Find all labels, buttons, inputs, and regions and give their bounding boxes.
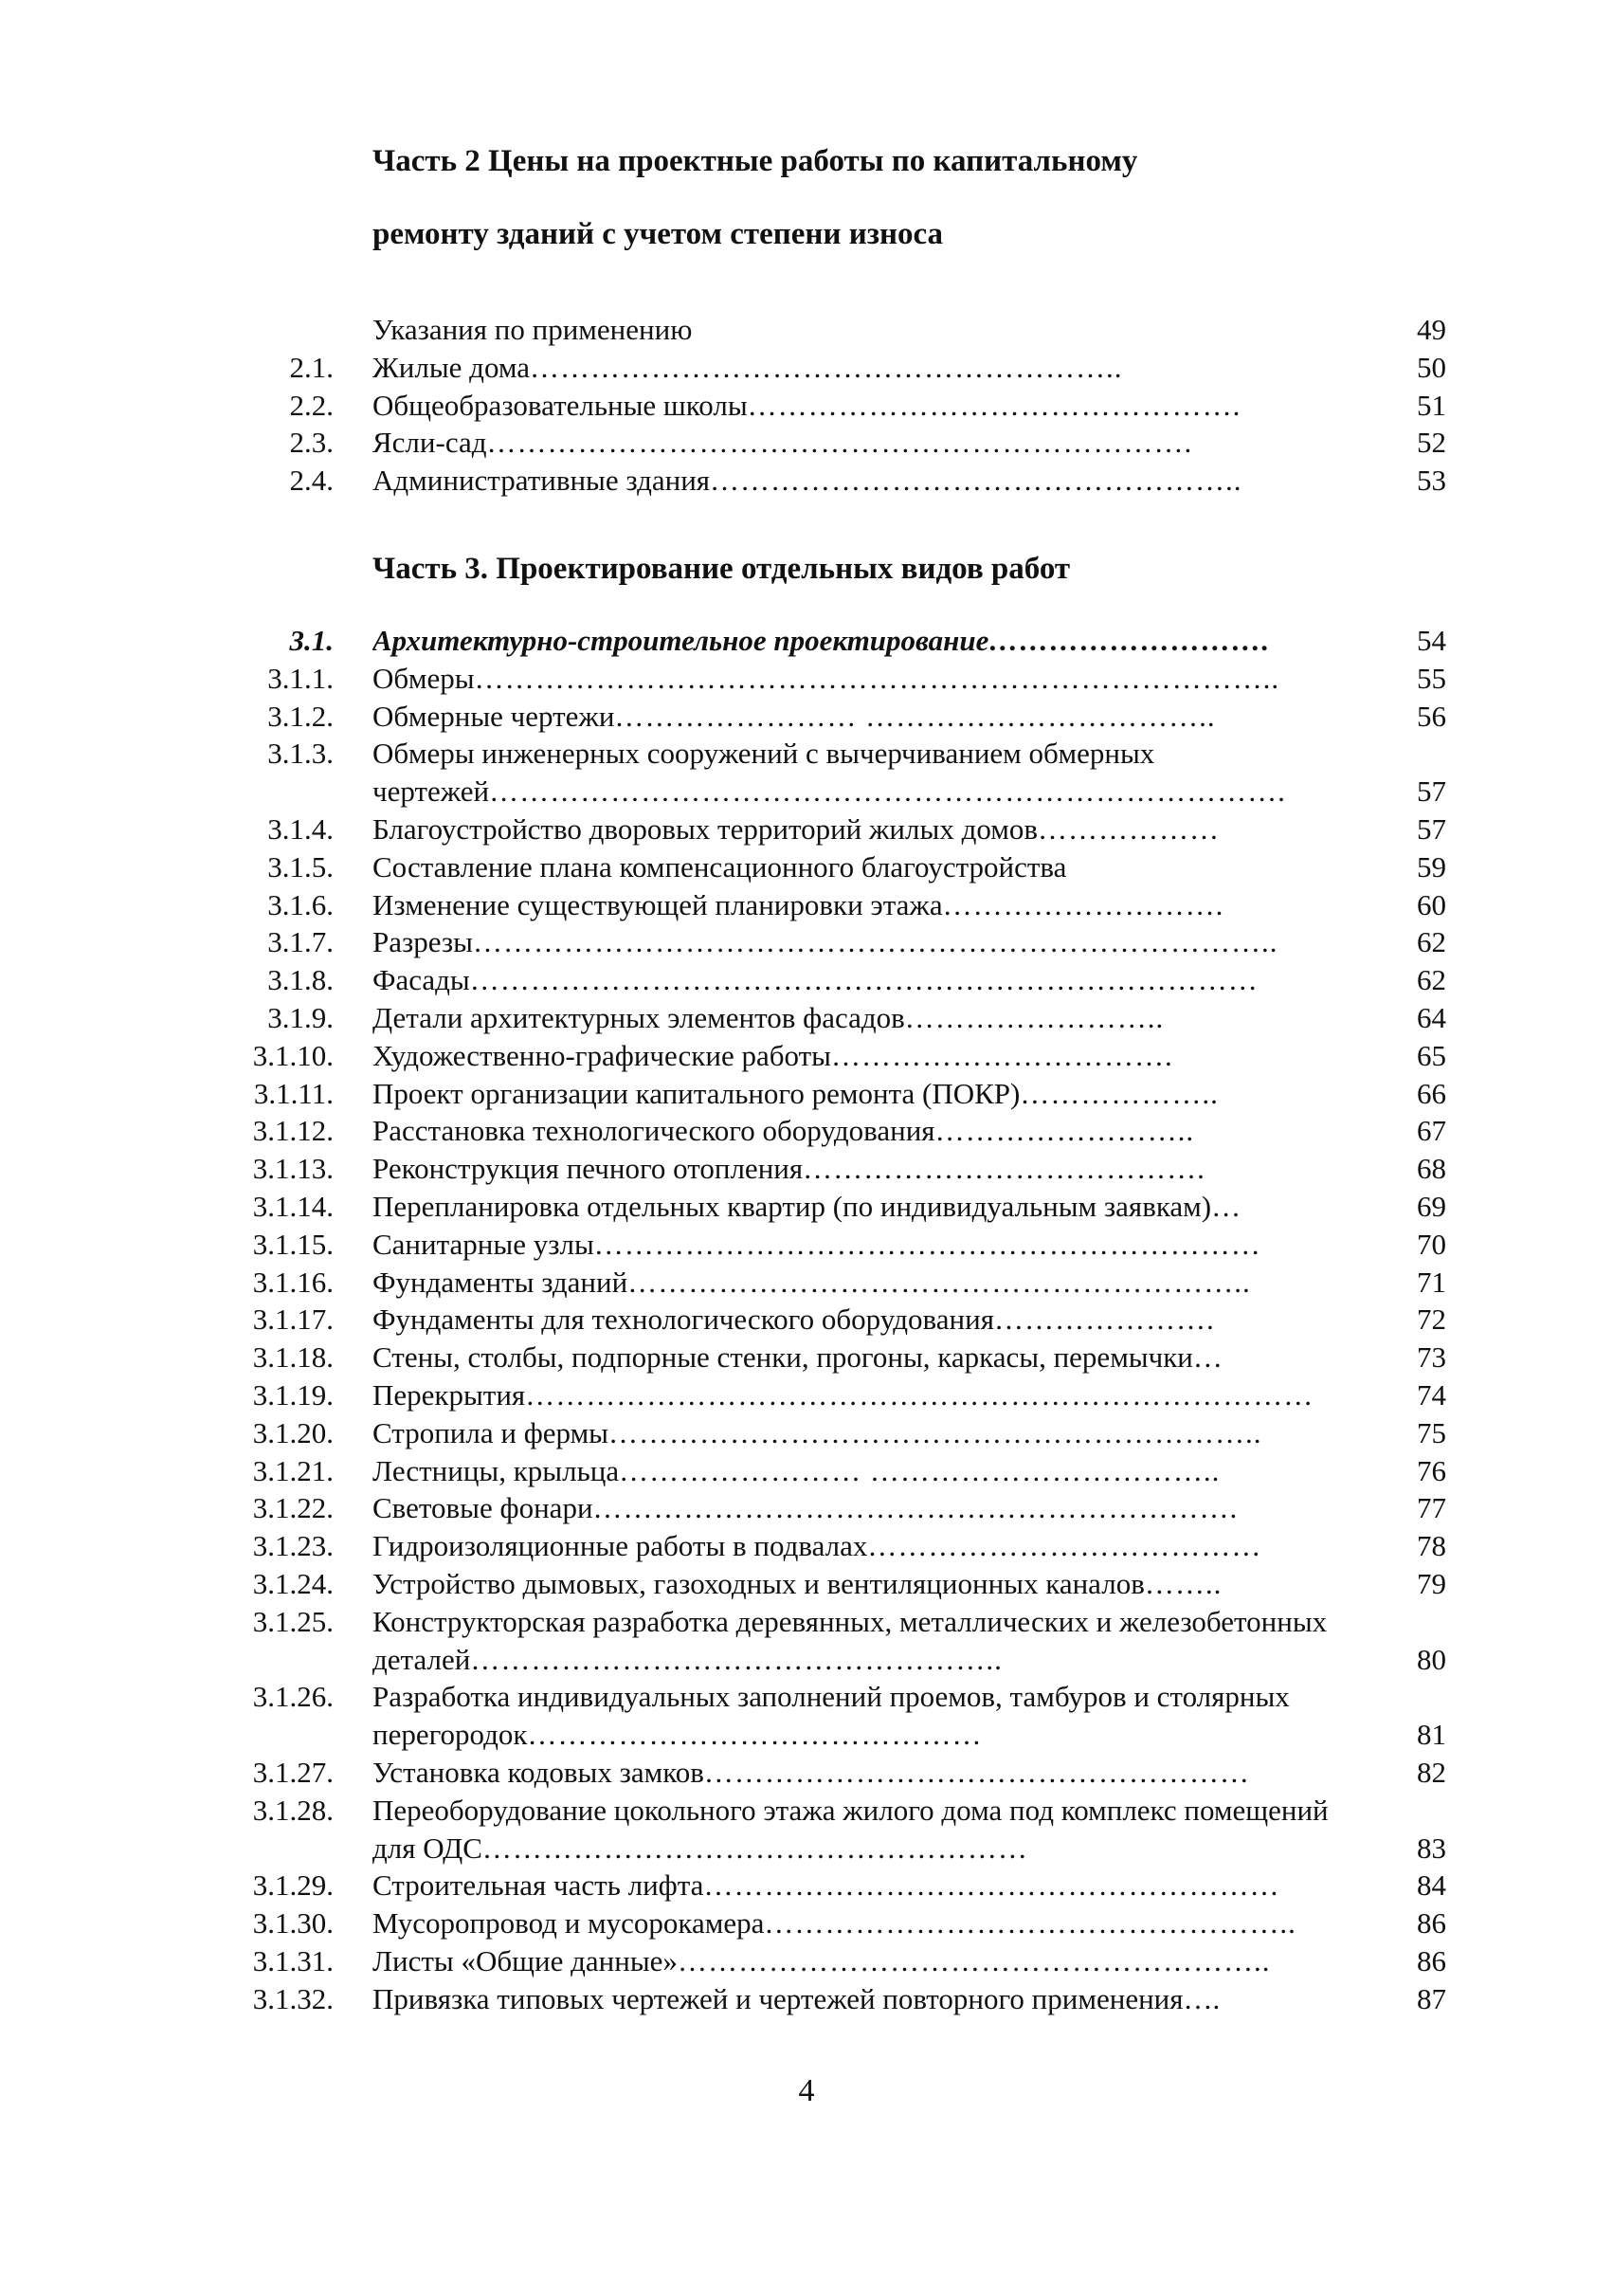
toc-entry-leader: …………………………………………….. bbox=[710, 464, 1242, 498]
toc-entry-title: Изменение существующей планировки этажа bbox=[372, 887, 943, 921]
toc-entry bbox=[0, 1037, 1613, 1075]
toc-entry-title: Стропила и фермы bbox=[372, 1415, 609, 1449]
toc-entry-leader: …………………….. bbox=[934, 1114, 1195, 1148]
toc-entry-number: 2.4. bbox=[289, 464, 334, 498]
toc-entry bbox=[0, 660, 1613, 698]
toc-entry-number: 3.1.1. bbox=[267, 661, 334, 695]
toc-entry-title: Обмеры bbox=[372, 661, 475, 695]
toc-entry-title: Административные здания bbox=[372, 464, 711, 498]
toc-entry-leader: ……………………………………………… bbox=[481, 1831, 1028, 1865]
toc-entry-title: Фундаменты для технологического оборудования bbox=[372, 1303, 994, 1337]
toc-entry-leader: …………………………………………………………………….. bbox=[472, 925, 1278, 959]
toc-entry-leader: …………………… …………………………….. bbox=[614, 699, 1216, 733]
toc-entry-title-block bbox=[372, 1226, 1334, 1264]
toc-entry bbox=[0, 1489, 1613, 1527]
toc-entry-title-block bbox=[372, 1754, 1334, 1792]
toc-entry bbox=[0, 1678, 1613, 1754]
toc-entry bbox=[0, 1226, 1613, 1264]
toc-entry-title: Разрезы bbox=[372, 925, 473, 959]
toc-entry-leader: ………………………………………………………… bbox=[593, 1227, 1261, 1261]
toc-entry-title: Листы «Общие данные» bbox=[372, 1943, 678, 1977]
toc-entry-page: 71 bbox=[1417, 1265, 1446, 1299]
toc-entry-page: 72 bbox=[1417, 1303, 1446, 1337]
toc-entry-title-block bbox=[372, 1792, 1334, 1868]
toc-entry-title: Реконструкция печного отопления bbox=[372, 1152, 804, 1186]
toc-entry-page: 59 bbox=[1417, 849, 1446, 884]
toc-entry-title-block bbox=[372, 1037, 1334, 1075]
toc-entry-title-block bbox=[372, 999, 1334, 1037]
toc-entry-title-block bbox=[372, 1565, 1334, 1603]
toc-entry-page: 83 bbox=[1417, 1831, 1446, 1865]
toc-entry-title: Перекрытия bbox=[372, 1377, 526, 1412]
toc-entry-number: 3.1.13. bbox=[252, 1152, 334, 1186]
toc-entry-page: 86 bbox=[1417, 1943, 1446, 1977]
toc-entry-number: 3.1.24. bbox=[252, 1566, 334, 1600]
toc-entry bbox=[0, 735, 1613, 811]
toc-entry bbox=[0, 1452, 1613, 1490]
toc-entry-title: Жилые дома bbox=[372, 350, 531, 384]
toc-entry-title-block bbox=[372, 660, 1334, 698]
toc-entry bbox=[0, 1264, 1613, 1302]
toc-entry-number: 3.1.11. bbox=[253, 1076, 334, 1110]
toc-entry-number: 3.1.26. bbox=[252, 1680, 334, 1714]
toc-entry bbox=[0, 1754, 1613, 1792]
toc-entry-number: 3.1.2. bbox=[267, 699, 334, 733]
toc-entry bbox=[0, 1376, 1613, 1414]
toc-entry-leader: …………………………………………………………………… bbox=[525, 1377, 1314, 1412]
toc-entry-title-block bbox=[372, 1112, 1334, 1150]
toc-entry-number: 3.1.29. bbox=[252, 1868, 334, 1903]
toc-entry-page: 64 bbox=[1417, 1000, 1446, 1034]
toc-entry-number: 3.1.25. bbox=[252, 1604, 334, 1638]
toc-entry-number: 3.1.27. bbox=[252, 1755, 334, 1789]
toc-entry-title-block bbox=[372, 811, 1334, 848]
toc-entry-title: Мусоропровод и мусорокамера bbox=[372, 1906, 765, 1941]
toc-entry bbox=[0, 462, 1613, 500]
toc-entry-page: 76 bbox=[1417, 1453, 1446, 1487]
toc-entry-title-block bbox=[372, 1414, 1334, 1452]
toc-entry-title: Разработка индивидуальных заполнений проемов, тамбуров и столярных перегородок bbox=[372, 1680, 1290, 1752]
toc-entry-number: 3.1.22. bbox=[252, 1491, 334, 1525]
toc-entry-title: Гидроизоляционные работы в подвалах bbox=[372, 1529, 868, 1563]
toc-entry-page: 62 bbox=[1417, 963, 1446, 997]
toc-entry-number: 3.1.5. bbox=[267, 849, 334, 884]
toc-entry bbox=[0, 311, 1613, 349]
toc-entry-page: 84 bbox=[1417, 1868, 1446, 1903]
toc-entry-page: 86 bbox=[1417, 1906, 1446, 1941]
toc-entry bbox=[0, 848, 1613, 886]
toc-entry-number: 3.1.20. bbox=[252, 1415, 334, 1449]
toc-entry-leader: ……………………………………………………………………. bbox=[489, 774, 1286, 809]
toc-entry-page: 52 bbox=[1417, 426, 1446, 460]
toc-entry bbox=[0, 1565, 1613, 1603]
toc-entry-page: 60 bbox=[1417, 887, 1446, 921]
toc-entry-page: 73 bbox=[1417, 1340, 1446, 1375]
toc-entry-title: Конструкторская разработка деревянных, металлических и железобетонных деталей bbox=[372, 1604, 1328, 1676]
toc-entry bbox=[0, 387, 1613, 425]
toc-entry-title-block bbox=[372, 1942, 1334, 1980]
toc-entry-number: 3.1.28. bbox=[252, 1793, 334, 1827]
toc-entry-leader: ………………………………… bbox=[867, 1529, 1262, 1563]
toc-entry bbox=[0, 1150, 1613, 1188]
toc-entry-page: 49 bbox=[1417, 313, 1446, 346]
toc-entry-page: 75 bbox=[1417, 1415, 1446, 1449]
toc-entry-leader: ……………………………. bbox=[830, 1038, 1173, 1072]
toc-entry-title: Указания по применению bbox=[372, 313, 693, 346]
toc-entry-title: Стены, столбы, подпорные стенки, прогоны, каркасы, перемычки… bbox=[372, 1340, 1223, 1375]
toc-entry-leader: ………………………………………………… bbox=[703, 1868, 1280, 1903]
toc-entry-page: 74 bbox=[1417, 1377, 1446, 1412]
toc-entry-title: Санитарные узлы bbox=[372, 1227, 594, 1261]
toc-entry-leader: ……………………………………… bbox=[527, 1718, 983, 1752]
toc-entry bbox=[0, 698, 1613, 736]
toc-entry-title: Перепланировка отдельных квартир (по индивидуальным заявкам)… bbox=[372, 1189, 1241, 1223]
toc-entry-title: Художественно-графические работы bbox=[372, 1038, 831, 1072]
toc-entry-title-block bbox=[372, 1075, 1334, 1113]
toc-entry-number: 3.1.4. bbox=[267, 811, 334, 846]
toc-entry-title-block bbox=[372, 1150, 1334, 1188]
toc-entry bbox=[0, 811, 1613, 848]
toc-entry bbox=[0, 1904, 1613, 1942]
toc-entry-page: 79 bbox=[1417, 1566, 1446, 1600]
toc-entry-number: 3.1.18. bbox=[252, 1340, 334, 1375]
toc-entry-title: Ясли-сад bbox=[372, 426, 487, 460]
toc-entry-leader: ………………………………………………….. bbox=[677, 1943, 1271, 1977]
toc-entry-title-block bbox=[372, 387, 1334, 425]
toc-entry-leader: ………………………. bbox=[988, 624, 1271, 657]
toc-entry-page: 70 bbox=[1417, 1227, 1446, 1261]
toc-entry-page: 80 bbox=[1417, 1642, 1446, 1676]
toc-entry bbox=[0, 1980, 1613, 2018]
toc-entry-number: 3.1.16. bbox=[252, 1265, 334, 1299]
toc-entry-title: Составление плана компенсационного благоустройства bbox=[372, 849, 1067, 884]
toc-entry-number: 3.1.23. bbox=[252, 1529, 334, 1563]
toc-entry-leader: ………………………………………………….. bbox=[530, 350, 1123, 384]
part3-toc bbox=[0, 622, 1613, 2017]
toc-entry bbox=[0, 1339, 1613, 1376]
toc-entry-leader: …………………. bbox=[993, 1303, 1215, 1337]
toc-entry-number: 3.1.9. bbox=[267, 1000, 334, 1034]
toc-entry bbox=[0, 1301, 1613, 1339]
toc-entry-title-block bbox=[372, 1264, 1334, 1302]
toc-entry-page: 50 bbox=[1417, 350, 1446, 384]
toc-entry-number: 2.2. bbox=[289, 388, 334, 422]
toc-entry bbox=[0, 961, 1613, 999]
toc-entry-title-block bbox=[372, 735, 1334, 811]
toc-entry-title-block bbox=[372, 886, 1334, 924]
toc-entry-page: 62 bbox=[1417, 925, 1446, 959]
toc-entry bbox=[0, 999, 1613, 1037]
toc-entry-title-block bbox=[372, 1301, 1334, 1339]
toc-entry-page: 65 bbox=[1417, 1038, 1446, 1072]
part2-heading-line2: ремонту зданий с учетом степени износа bbox=[372, 217, 944, 251]
toc-entry-title-block bbox=[372, 1980, 1334, 2018]
toc-entry-page: 82 bbox=[1417, 1755, 1446, 1789]
toc-entry-title: Благоустройство дворовых территорий жилых домов bbox=[372, 811, 1039, 846]
toc-entry-title-block bbox=[372, 1904, 1334, 1942]
toc-entry bbox=[0, 1603, 1613, 1679]
toc-entry-title-block bbox=[372, 622, 1334, 660]
part2-heading-line1: Часть 2 Цены на проектные работы по капитальному bbox=[372, 144, 1138, 178]
toc-entry bbox=[0, 1414, 1613, 1452]
toc-entry-number: 3.1.19. bbox=[252, 1377, 334, 1412]
toc-entry-title: Переоборудование цокольного этажа жилого дома под комплекс помещений для ОДС bbox=[372, 1793, 1329, 1865]
toc-entry-page: 55 bbox=[1417, 661, 1446, 695]
toc-entry-leader: …………………….. bbox=[904, 1000, 1165, 1034]
toc-entry bbox=[0, 1792, 1613, 1868]
toc-entry-number: 3.1.21. bbox=[252, 1453, 334, 1487]
toc-entry-title: Лестницы, крыльца bbox=[372, 1453, 620, 1487]
toc-entry bbox=[0, 1942, 1613, 1980]
toc-entry-title: Расстановка технологического оборудования bbox=[372, 1114, 935, 1148]
toc-entry-title-block bbox=[372, 698, 1334, 736]
toc-entry-leader: …….. bbox=[1144, 1566, 1223, 1600]
toc-entry-title-block bbox=[372, 424, 1334, 462]
toc-entry-title-block bbox=[372, 1867, 1334, 1904]
toc-entry-title-block bbox=[372, 1678, 1334, 1754]
toc-entry-title-block bbox=[372, 1527, 1334, 1565]
toc-entry-leader: ……………… bbox=[1038, 811, 1221, 846]
toc-entry-leader: …………………………………………………………………….. bbox=[474, 661, 1280, 695]
toc-entry-title: Фасады bbox=[372, 963, 470, 997]
toc-entry-title: Архитектурно-строительное проектирование bbox=[372, 624, 989, 657]
toc-entry-title-block bbox=[372, 923, 1334, 961]
toc-entry-number: 3.1.12. bbox=[252, 1114, 334, 1148]
toc-entry-title-block bbox=[372, 462, 1334, 500]
toc-entry-number: 3.1.17. bbox=[252, 1303, 334, 1337]
toc-entry-leader: …………………………………………….. bbox=[764, 1906, 1296, 1941]
toc-entry-page: 53 bbox=[1417, 464, 1446, 498]
toc-entry-page: 54 bbox=[1417, 624, 1446, 657]
toc-entry-title-block bbox=[372, 848, 1334, 886]
toc-entry-title-block bbox=[372, 1339, 1334, 1376]
toc-entry-leader: ……………….. bbox=[1020, 1076, 1219, 1110]
toc-entry-number: 2.1. bbox=[289, 350, 334, 384]
toc-entry-title: Привязка типовых чертежей и чертежей повторного применения…. bbox=[372, 1981, 1221, 2015]
toc-entry-page: 77 bbox=[1417, 1491, 1446, 1525]
toc-entry-page: 51 bbox=[1417, 388, 1446, 422]
toc-entry-number: 2.3. bbox=[289, 426, 334, 460]
toc-entry-title: Обмерные чертежи bbox=[372, 699, 615, 733]
toc-entry-title-block bbox=[372, 311, 1334, 349]
part3-heading: Часть 3. Проектирование отдельных видов работ bbox=[372, 552, 1071, 586]
toc-entry-title-block bbox=[372, 349, 1334, 387]
toc-entry-number: 3.1.10. bbox=[252, 1038, 334, 1072]
toc-entry-leader: …………………………………. bbox=[803, 1152, 1205, 1186]
part2-toc bbox=[0, 311, 1613, 500]
toc-entry-title: Общеобразовательные школы bbox=[372, 388, 748, 422]
toc-entry-leader: ……………………………………………………….. bbox=[608, 1415, 1262, 1449]
toc-entry-page: 57 bbox=[1417, 811, 1446, 846]
toc-entry-page: 78 bbox=[1417, 1529, 1446, 1563]
toc-entry bbox=[0, 1867, 1613, 1904]
toc-entry-leader: …………………………………………………………………… bbox=[469, 963, 1259, 997]
toc-entry-page: 57 bbox=[1417, 774, 1446, 809]
toc-entry-page: 69 bbox=[1417, 1189, 1446, 1223]
toc-entry-title-block bbox=[372, 1489, 1334, 1527]
toc-entry bbox=[0, 886, 1613, 924]
toc-entry-number: 3.1.8. bbox=[267, 963, 334, 997]
toc-entry-number: 3.1.31. bbox=[252, 1943, 334, 1977]
toc-entry-leader: ……………………………………………………………. bbox=[486, 426, 1193, 460]
toc-entry-number: 3.1.14. bbox=[252, 1189, 334, 1223]
toc-entry bbox=[0, 1112, 1613, 1150]
toc-entry-title: Фундаменты зданий bbox=[372, 1265, 628, 1299]
toc-entry-page: 66 bbox=[1417, 1076, 1446, 1110]
toc-entry-title: Устройство дымовых, газоходных и вентиляционных каналов bbox=[372, 1566, 1145, 1600]
toc-entry-number: 3.1.7. bbox=[267, 925, 334, 959]
toc-entry-leader: …………………………………………. bbox=[747, 388, 1241, 422]
toc-entry bbox=[0, 424, 1613, 462]
toc-entry-title: Световые фонари bbox=[372, 1491, 593, 1525]
toc-entry-leader: ………………………. bbox=[942, 887, 1224, 921]
toc-entry-title-block bbox=[372, 1603, 1334, 1679]
toc-entry-page: 67 bbox=[1417, 1114, 1446, 1148]
toc-entry-title-block bbox=[372, 1452, 1334, 1490]
toc-entry-title-block bbox=[372, 1376, 1334, 1414]
toc-entry-number: 3.1.15. bbox=[252, 1227, 334, 1261]
toc-entry bbox=[0, 923, 1613, 961]
toc-entry-leader: …………………………………………………….. bbox=[627, 1265, 1251, 1299]
toc-entry-title-block bbox=[372, 961, 1334, 999]
toc-entry-number: 3.1.32. bbox=[252, 1981, 334, 2015]
toc-entry-page: 56 bbox=[1417, 699, 1446, 733]
toc-entry-number: 3.1.3. bbox=[267, 737, 334, 771]
toc-entry bbox=[0, 622, 1613, 660]
toc-entry-leader: ………………………………………………………. bbox=[592, 1491, 1239, 1525]
toc-entry bbox=[0, 1075, 1613, 1113]
toc-entry-leader: …………………………………………….. bbox=[470, 1642, 1003, 1676]
toc-entry-page: 81 bbox=[1417, 1718, 1446, 1752]
toc-entry-title: Проект организации капитального ремонта (ПОКР) bbox=[372, 1076, 1021, 1110]
toc-entry-title: Строительная часть лифта bbox=[372, 1868, 704, 1903]
page-number: 4 bbox=[798, 2073, 815, 2108]
toc-entry-title-block bbox=[372, 1188, 1334, 1226]
toc-entry-number: 3.1.30. bbox=[252, 1906, 334, 1941]
toc-entry-title: Обмеры инженерных сооружений с вычерчиванием обмерных чертежей bbox=[372, 737, 1155, 809]
toc-entry bbox=[0, 1527, 1613, 1565]
toc-entry-page: 87 bbox=[1417, 1981, 1446, 2015]
toc-entry-number: 3.1.6. bbox=[267, 887, 334, 921]
toc-entry bbox=[0, 349, 1613, 387]
toc-entry bbox=[0, 1188, 1613, 1226]
toc-entry-page: 68 bbox=[1417, 1152, 1446, 1186]
toc-entry-title: Установка кодовых замков bbox=[372, 1755, 704, 1789]
toc-entry-title: Детали архитектурных элементов фасадов bbox=[372, 1000, 905, 1034]
toc-entry-leader: ……………………………………………… bbox=[703, 1755, 1250, 1789]
toc-entry-leader: …………………… …………………………….. bbox=[619, 1453, 1221, 1487]
toc-entry-number: 3.1. bbox=[289, 624, 334, 657]
